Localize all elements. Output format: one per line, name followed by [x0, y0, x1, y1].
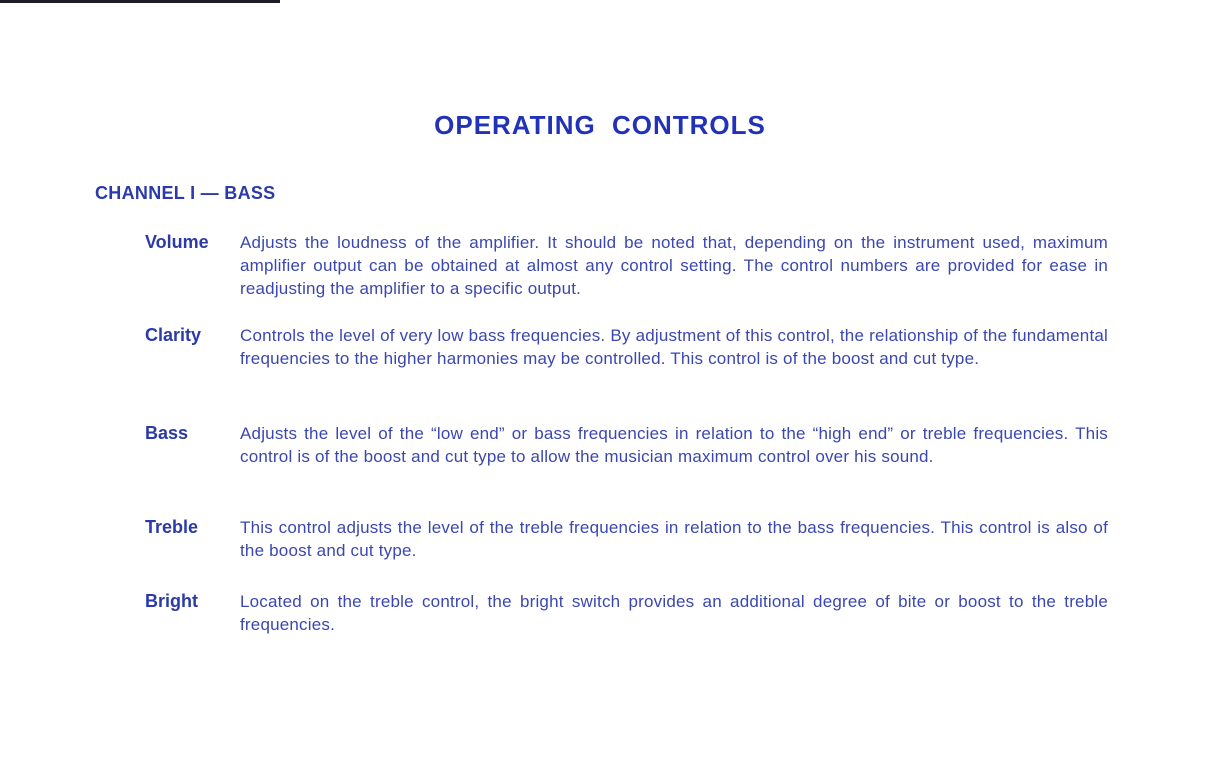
control-term: Volume — [145, 232, 209, 252]
page-title: OPERATING CONTROLS — [434, 110, 766, 140]
section-heading: CHANNEL I — BASS — [95, 183, 276, 203]
control-description: This control adjusts the level of the treble frequencies in relation to the bass frequencies. This control is also of the boost and cut type. — [240, 518, 1108, 560]
control-term: Treble — [145, 517, 199, 537]
control-description: Adjusts the loudness of the amplifier. It should be noted that, depending on the instrument used, maximum amplifier output can be obtained at almost any control setting. The control numbers are provided for ease in readjusting the amplifier to a specific output. — [240, 233, 1108, 298]
control-description: Adjusts the level of the “low end” or bass frequencies in relation to the “high end” or treble frequencies. This control is of the boost and cut type to allow the musician maximum control over his sound. — [240, 424, 1108, 466]
control-term: Bright — [145, 591, 198, 611]
control-term: Clarity — [145, 325, 202, 345]
control-description: Located on the treble control, the bright switch provides an additional degree of bite or boost to the treble frequencies. — [240, 592, 1108, 634]
top-rule — [0, 0, 280, 3]
control-description: Controls the level of very low bass frequencies. By adjustment of this control, the relationship of the fundamental frequencies to the higher harmonies may be controlled. This control is of the boost and cut type. — [240, 326, 1108, 368]
control-term: Bass — [145, 423, 189, 443]
